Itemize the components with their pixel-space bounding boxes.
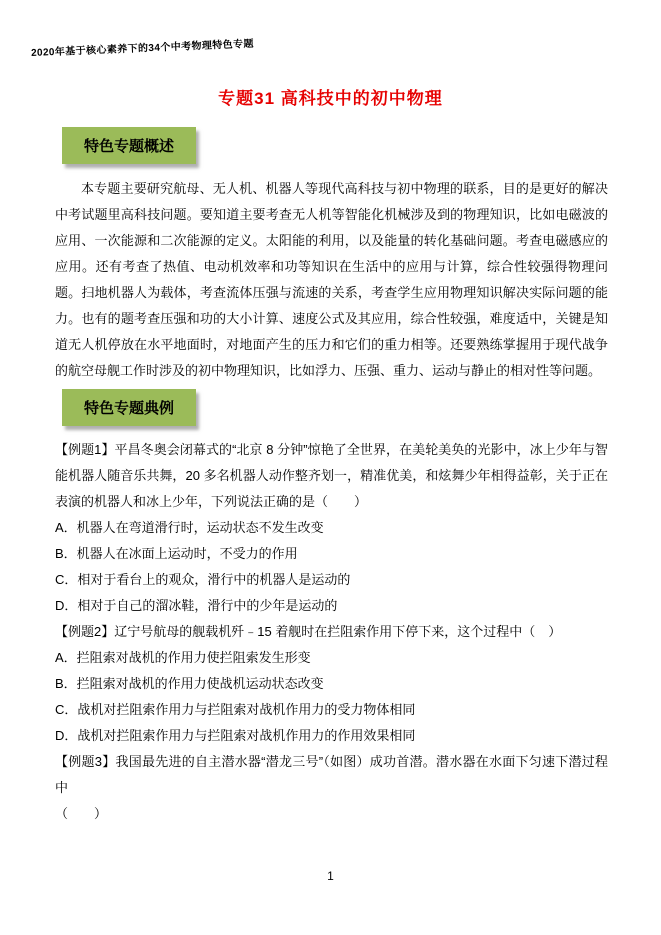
examples-list [55, 437, 608, 827]
example-1-option-a: A．机器人在弯道滑行时，运动状态不发生改变 [55, 520, 324, 535]
example-2-stem: 【例题2】辽宁号航母的舰载机歼﹣15 着舰时在拦阻索作用下停下来，这个过程中（ ） [55, 624, 562, 639]
example-1-stem: 【例题1】平昌冬奥会闭幕式的“北京 8 分钟”惊艳了全世界，在美轮美奂的光影中，冰上少年与智能机器人随音乐共舞，20 多名机器人动作整齐划一，精准优美，和炫舞少年相得益彰，关于正在表演的机器人和冰上少年，下列说法正确的是（ ） [55, 442, 608, 509]
example-3-answer-blank: （ ） [55, 806, 108, 821]
example-3-stem: 【例题3】我国最先进的自主潜水器“潜龙三号”（如图）成功首潜。潜水器在水面下匀速下潜过程中 [55, 754, 608, 795]
page-title: 专题31 高科技中的初中物理 [218, 89, 443, 108]
overview-section-badge [62, 127, 196, 164]
overview-badge-label: 特色专题概述 [83, 138, 174, 155]
example-1-option-d: D．相对于自己的溜冰鞋，滑行中的少年是运动的 [55, 598, 338, 613]
example-1-option-b: B．机器人在冰面上运动时，不受力的作用 [55, 546, 298, 561]
example-1-option-c: C．相对于看台上的观众，滑行中的机器人是运动的 [55, 572, 351, 587]
overview-paragraph: 本专题主要研究航母、无人机、机器人等现代高科技与初中物理的联系，目的是更好的解决中考试题里高科技问题。要知道主要考查无人机等智能化机械涉及到的物理知识，比如电磁波的应用、一次能源和二次能源的定义。太阳能的利用，以及能量的转化基础问题。考查电磁感应的应用。还有考查了热值、电动机效率和功等知识在生活中的应用与计算，综合性较强得物理问题。扫地机器人为载体，考查流体压强与流速的关系，考查学生应用物理知识解决实际问题的能力。也有的题考查压强和功的大小计算、速度公式及其应用，综合性较强，难度适中，关键是知道无人机停放在水平地面时，对地面产生的压力和它们的重力相等。还要熟练掌握用于现代战争的航空母舰工作时涉及的初中物理知识，比如浮力、压强、重力、运动与静止的相对性等问题。 [55, 181, 608, 378]
example-2-option-a: A．拦阻索对战机的作用力使拦阻索发生形变 [55, 650, 311, 665]
example-2-option-d: D．战机对拦阻索作用力与拦阻索对战机作用力的作用效果相同 [55, 728, 416, 743]
example-2-option-c: C．战机对拦阻索作用力与拦阻索对战机作用力的受力物体相同 [55, 702, 416, 717]
watermark-note: 2020年基于核心素养下的34个中考物理特色专题 [30, 38, 255, 59]
examples-badge-label: 特色专题典例 [83, 400, 174, 417]
examples-section-badge [62, 389, 196, 426]
page-number: 1 [327, 869, 334, 883]
example-2-option-b: B．拦阻索对战机的作用力使战机运动状态改变 [55, 676, 324, 691]
